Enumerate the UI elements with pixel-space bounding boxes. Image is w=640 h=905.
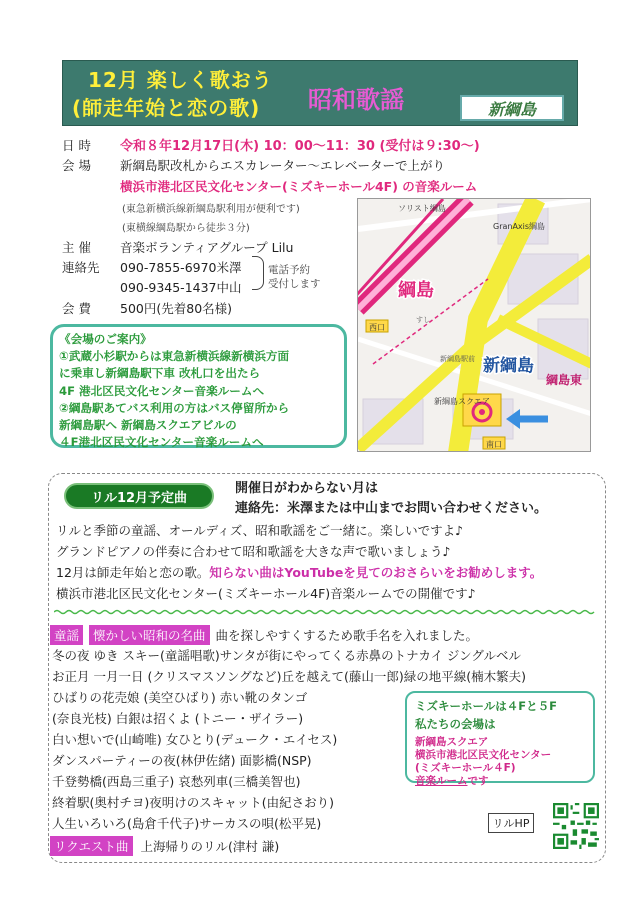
host-label: 主 催	[62, 240, 91, 255]
guide-line: ４F港北区民文化センター音楽ルームへ	[59, 435, 264, 450]
map-label-tsunashima-east: 綱島東	[546, 373, 583, 387]
map-label-south-exit: 南口	[486, 440, 502, 449]
hall-center: 横浜市港北区民文化センター	[415, 749, 552, 761]
intro-line4: 横浜市港北区民文化センター(ミズキーホール4F)音楽ルームでの開催です♪	[56, 586, 476, 601]
area-map	[357, 198, 591, 452]
song-line: (奈良光枝) 白銀は招くよ (トニー・ザイラー)	[52, 711, 304, 726]
guide-line: ②綱島駅あてバス利用の方はバス停留所から	[59, 400, 290, 415]
intro-line3	[56, 563, 542, 581]
intro-line2: グランドピアノの伴奏に合わせて昭和歌謡を大きな声で歌いましょう♪	[56, 544, 451, 559]
hall-info-box	[405, 691, 595, 787]
venue-line1: 新綱島駅改札からエスカレーター～エレベーターで上がり	[120, 158, 446, 173]
host-value: 音楽ボランティアグループ Lilu	[120, 240, 294, 255]
notice-line2: 連絡先：米澤または中山までお問い合わせください。	[235, 501, 548, 516]
date-value: 令和８年12月17日(木) 10：00～11：30 (受付は９:30～)	[120, 139, 480, 154]
phone1: 090-7855-6970米澤	[120, 260, 242, 275]
access-note2: (東横線綱島駅から徒歩３分)	[122, 223, 250, 234]
venue-line2: 横浜市港北区民文化センター(ミズキーホール4F) の音楽ルーム	[120, 179, 478, 194]
map-label-shop: すし	[416, 316, 430, 324]
title-line1: 12月 楽しく歌おう	[88, 68, 273, 92]
intro-line1: リルと季節の童謡、オールディズ、昭和歌謡をご一緒に。楽しいですよ♪	[56, 523, 464, 538]
intro-line3a: 12月は師走年始と恋の歌。	[56, 565, 210, 580]
guide-line: 4F 港北区民文化センター音楽ルームへ	[59, 383, 265, 398]
tag-note: 曲を探しやすくするため歌手名を入れました。	[215, 628, 479, 643]
guide-line: に乗車し新綱島駅下車 改札口を出たら	[59, 366, 261, 381]
venue-guide-box	[50, 324, 347, 448]
map-label-granaxis: GranAxis綱島	[493, 222, 546, 231]
contact-label: 連絡先	[62, 260, 100, 275]
hall-our-venue: 私たちの会場は	[415, 717, 496, 731]
song-line: ダンスパーティーの夜(林伊佐緒) 面影橋(NSP)	[52, 753, 312, 768]
phone2: 090-9345-1437中山	[120, 280, 242, 295]
homepage-label: リルHP	[488, 813, 534, 833]
tag-doyo: 童謡	[50, 625, 83, 645]
map-label-solist: ソリスト綱島	[398, 204, 446, 213]
station-badge	[460, 95, 564, 121]
song-line: 終着駅(奥村チヨ)夜明けのスキャット(由紀さおり)	[52, 795, 335, 810]
map-label-west-exit: 西口	[369, 323, 385, 332]
fee-value: 500円(先着80名様)	[120, 301, 233, 316]
map-label-square: 新綱島スクエア	[434, 397, 490, 406]
genre-title: 昭和歌謡	[308, 86, 404, 114]
guide-line: 新綱島駅へ 新綱島スクエアビルの	[59, 418, 237, 433]
map-graphic	[358, 199, 591, 452]
qr-code-icon[interactable]	[553, 803, 599, 849]
guide-heading: 《会場のご案内》	[59, 332, 152, 346]
venue-label: 会 場	[62, 158, 91, 173]
youtube-recommend: 知らない曲はYouTubeを見てのおさらいをお勧めします。	[209, 565, 543, 580]
song-line: ひばりの花売娘 (美空ひばり) 赤い靴のタンゴ	[52, 690, 308, 705]
hall-building: 新綱島スクエア	[415, 736, 489, 748]
wavy-divider	[54, 609, 596, 615]
phone-bracket	[252, 256, 264, 290]
song-line: お正月 一月一日 (クリスマスソングなど)丘を越えて(藤山一郎)緑の地平線(楠木繁夫)	[52, 669, 526, 684]
song-line: 冬の夜 ゆき スキー(童謡唱歌)サンタが街にやってくる赤鼻のトナカイ ジングルベル	[52, 648, 521, 663]
schedule-pill: リル12月予定曲	[64, 483, 214, 509]
title-line2: (師走年始と恋の歌)	[72, 96, 261, 120]
map-label-station-front: 新綱島駅前	[440, 355, 475, 363]
hall-room-name: 音楽ルーム	[415, 775, 468, 787]
access-note1: (東急新横浜線新綱島駅利用が便利です)	[122, 204, 300, 215]
notice-line1: 開催日がわからない月は	[235, 481, 379, 496]
guide-line: ①武蔵小杉駅からは東急新横浜線新横浜方面	[59, 349, 290, 364]
song-line: 千登勢橋(西島三重子) 哀愁列車(三橋美智也)	[52, 774, 301, 789]
request-row	[50, 836, 279, 856]
fee-label: 会 費	[62, 301, 91, 316]
hall-room	[415, 775, 585, 788]
phone-note1: 電話予約	[268, 264, 310, 276]
tag-showa: 懐かしい昭和の名曲	[89, 625, 210, 645]
hall-room-suffix: です	[467, 775, 489, 787]
map-label-shintsunashima: 新綱島	[483, 356, 534, 376]
tag-request: リクエスト曲	[50, 836, 133, 856]
category-row	[50, 625, 478, 645]
station-label: 新綱島	[487, 99, 536, 119]
song-line: 白い想いで(山崎唯) 女ひとり(デューク・エイセス)	[52, 732, 338, 747]
hall-floors: ミズキーホールは４Fと５F	[415, 699, 557, 713]
phone-note2: 受付します	[268, 278, 321, 290]
hall-floor: (ミズキーホール４F)	[415, 762, 516, 774]
map-label-tsunashima: 綱島	[398, 280, 434, 301]
song-line: 人生いろいろ(島倉千代子)サーカスの唄(松平晃)	[52, 816, 322, 831]
date-label: 日 時	[62, 138, 91, 153]
request-song: 上海帰りのリル(津村 謙)	[140, 839, 280, 854]
